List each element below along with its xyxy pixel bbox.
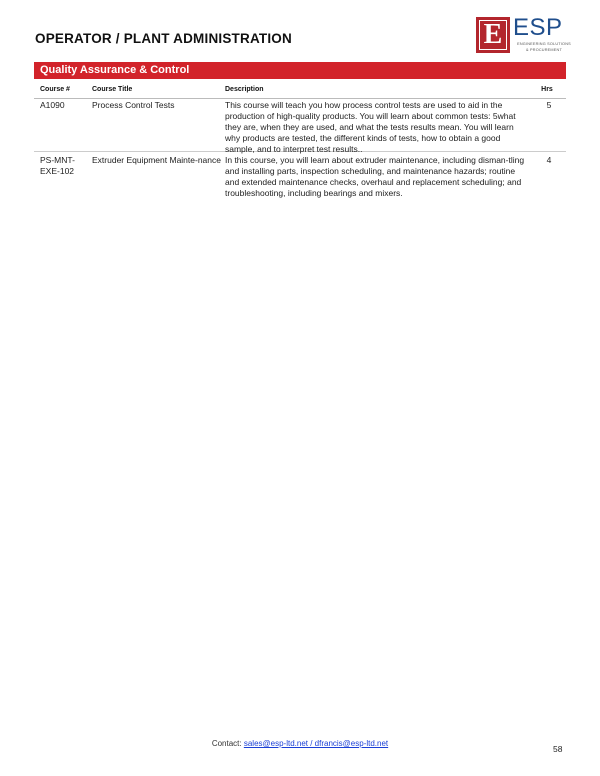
logo-letter: E xyxy=(483,19,503,50)
course-description: This course will teach you how process control tests are used to aid in the production of high-quality products. You will learn about common tests: 5what they are, when they are used, and what the tests results mean. You will learn why products are tested, the different kinds of tests, how to obtain a good sample, and to interpret test results.. xyxy=(225,100,516,154)
page-title: OPERATOR / PLANT ADMINISTRATION xyxy=(35,31,292,46)
logo-tagline-2: & PROCUREMENT xyxy=(526,48,562,52)
course-table xyxy=(34,79,566,198)
column-header-course-title: Course Title xyxy=(92,86,133,93)
logo-tagline-1: ENGINEERING SOLUTIONS xyxy=(517,42,571,46)
column-header-hours: Hrs xyxy=(541,86,553,93)
page-number: 58 xyxy=(553,744,563,754)
course-title: Process Control Tests xyxy=(92,100,175,110)
contact-email-link[interactable]: sales@esp-ltd.net / dfrancis@esp-ltd.net xyxy=(243,739,389,748)
table-header xyxy=(34,79,566,99)
column-header-course-number: Course # xyxy=(40,86,70,93)
course-number: A1090 xyxy=(40,100,65,110)
company-logo xyxy=(476,14,571,55)
course-hours: 5 xyxy=(546,100,552,110)
section-title: Quality Assurance & Control xyxy=(40,64,190,76)
course-number: PS-MNT-EXE-102 xyxy=(40,155,75,176)
column-header-description: Description xyxy=(225,86,264,93)
logo-mark xyxy=(476,17,510,53)
course-title: Extruder Equipment Mainte-nance xyxy=(92,155,221,165)
course-hours: 4 xyxy=(546,155,552,165)
course-description: In this course, you will learn about extruder maintenance, including disman-tling and installing parts, inspection scheduling, and maintenance hazards; routine and extended maintenance checks, overhaul and replacement scheduling; and troubleshooting, including bearings and mixers. xyxy=(225,155,525,198)
table-row xyxy=(34,99,566,152)
footer-contact xyxy=(0,739,600,748)
contact-label: Contact: xyxy=(211,739,244,748)
section-header-bar xyxy=(34,62,566,79)
table-row xyxy=(34,152,566,198)
logo-wordmark: ESP xyxy=(513,14,563,41)
